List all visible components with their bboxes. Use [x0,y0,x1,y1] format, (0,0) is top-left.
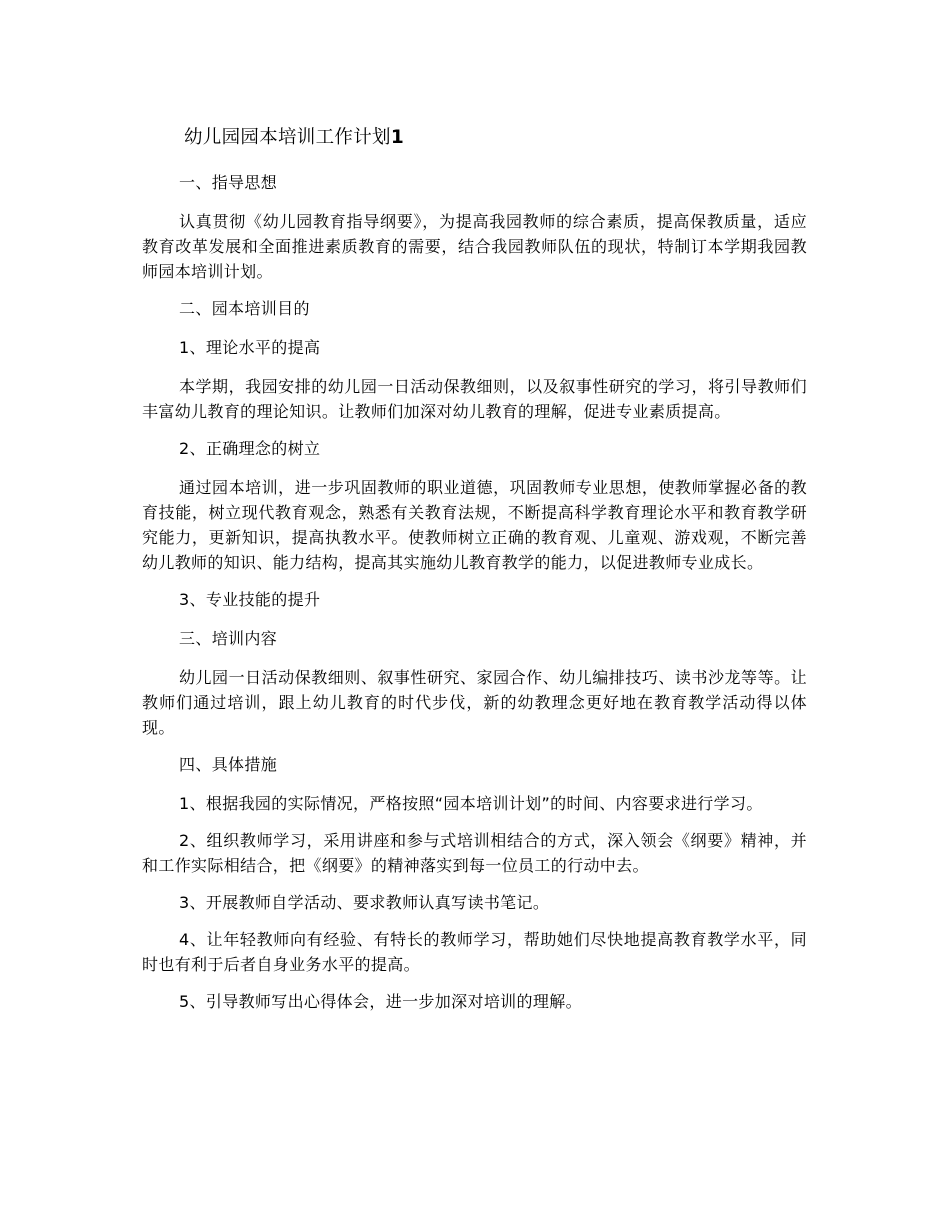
subheading-professional-skills: 3、专业技能的提升 [179,590,321,609]
body-paragraph: 认真贯彻《幼儿园教育指导纲要》，为提高我园教师的综合素质，提高保教质量，适应教育改革发展和全面推进素质教育的需要，结合我园教师队伍的现状，特制订本学期我园教师园本培训计划。 [142,212,807,281]
section-heading-training-content: 三、培训内容 [179,629,278,648]
document-title-number: 1 [390,127,404,148]
subheading-theory-level: 1、理论水平的提高 [179,338,321,357]
body-paragraph: 本学期，我园安排的幼儿园一日活动保教细则，以及叙事性研究的学习，将引导教师们丰富幼儿教育的理论知识。让教师们加深对幼儿教育的理解，促进专业素质提高。 [142,377,807,421]
body-paragraph: 幼儿园一日活动保教细则、叙事性研究、家园合作、幼儿编排技巧、读书沙龙等等。让教师们通过培训，跟上幼儿教育的时代步伐，新的幼教理念更好地在教育教学活动得以体现。 [142,668,807,737]
measure-item: 2、组织教师学习，采用讲座和参与式培训相结合的方式，深入领会《纲要》精神，并和工作实际相结合，把《纲要》的精神落实到每一位员工的行动中去。 [142,831,807,875]
section-heading-specific-measures: 四、具体措施 [179,755,278,774]
measure-item: 4、让年轻教师向有经验、有特长的教师学习，帮助她们尽快地提高教育教学水平，同时也有利于后者自身业务水平的提高。 [142,930,807,974]
measure-item: 1、根据我园的实际情况，严格按照“园本培训计划”的时间、内容要求进行学习。 [179,794,763,813]
measure-item: 3、开展教师自学活动、要求教师认真写读书笔记。 [179,893,550,912]
section-heading-guiding-thought: 一、指导思想 [179,173,278,192]
body-paragraph: 通过园本培训，进一步巩固教师的职业道德，巩固教师专业思想，使教师掌握必备的教育技能，树立现代教育观念，熟悉有关教育法规，不断提高科学教育理论水平和教育教学研究能力，更新知识，提高执教水平。使教师树立正确的教育观、儿童观、游戏观，不断完善幼儿教师的知识、能力结构，提高其实施幼儿教育教学的能力，以促进教师专业成长。 [142,478,807,572]
measure-item: 5、引导教师写出心得体会，进一步加深对培训的理解。 [179,992,582,1011]
subheading-correct-concepts: 2、正确理念的树立 [179,439,321,458]
document-page [142,124,807,1026]
document-title-text: 幼儿园园本培训工作计划 [184,127,391,148]
section-heading-training-purpose: 二、园本培训目的 [179,299,310,318]
document-title [184,124,807,152]
